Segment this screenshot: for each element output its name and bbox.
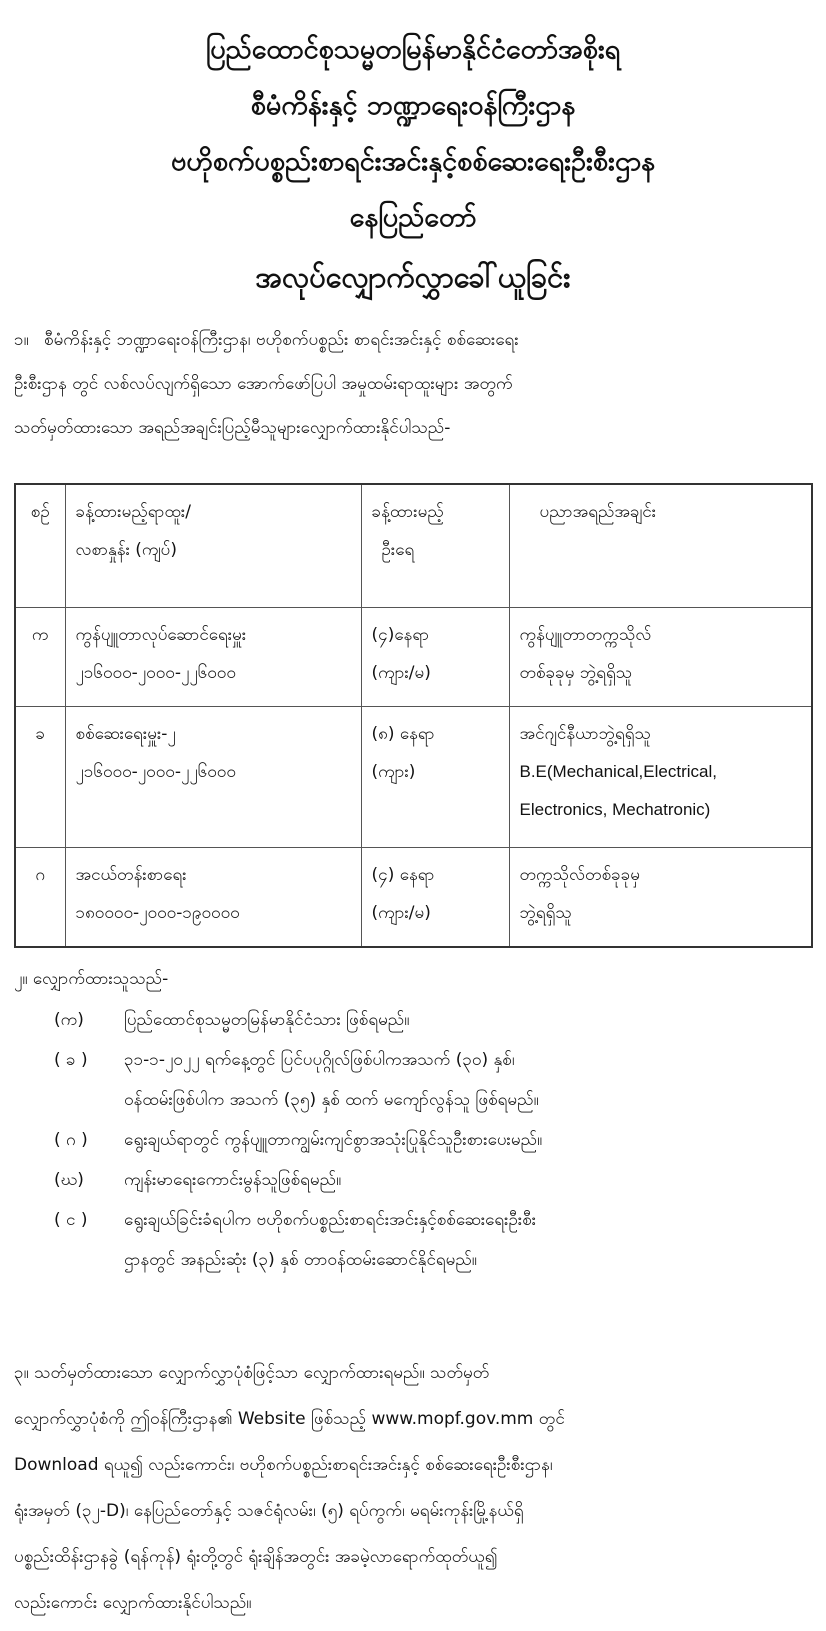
requirement-text: ကျန်းမာရေးကောင်းမွန်သူဖြစ်ရမည်။ bbox=[124, 1170, 342, 1190]
requirement-item bbox=[14, 1200, 814, 1280]
row-vacancy bbox=[361, 608, 509, 707]
instruction-line: ရုံးအမှတ် (၃၂-D)၊ နေပြည်တော်နှင့် သဇင်ရုံလမ်း၊ (၅) ရပ်ကွက်၊ မရမ်းကုန်းမြို့နယ်ရှိ bbox=[14, 1501, 524, 1521]
row-position bbox=[65, 847, 361, 947]
header-ministry: စီမံကိန်းနှင့် ဘဏ္ဍာရေးဝန်ကြီးဌာန bbox=[250, 90, 576, 121]
requirement-text: ရွေးချယ်ရာတွင် ကွန်ပျူတာကျွမ်းကျင်စွာအသုံးပြုနိုင်သူဦးစားပေးမည်။ bbox=[124, 1130, 543, 1150]
vacancy-gender: (ကျား) bbox=[371, 762, 416, 783]
header-position bbox=[65, 484, 361, 608]
row-qualification bbox=[509, 608, 812, 707]
vacancy-table bbox=[14, 483, 813, 948]
requirement-text: ၃၁-၁-၂၀၂၂ ရက်နေ့တွင် ပြင်ပပုဂ္ဂိုလ်ဖြစ်ပါကအသက် (၃၀) နှစ်၊ bbox=[124, 1050, 515, 1070]
table-header-row bbox=[15, 484, 812, 608]
table-row bbox=[15, 847, 812, 947]
instruction-line: ပစ္စည်းထိန်းဌာနခွဲ (ရန်ကုန်) ရုံးတို့တွင် ရုံးချိန်အတွင်း အခမဲ့လာရောက်ထုတ်ယူ၍ bbox=[14, 1547, 498, 1567]
position-title: စစ်ဆေးရေးမှူး-၂ bbox=[75, 724, 176, 745]
qualification-line: တက္ကသိုလ်တစ်ခုခုမှ bbox=[519, 864, 641, 885]
intro-line: သတ်မှတ်ထားသော အရည်အချင်းပြည့်မီသူများလျှောက်ထားနိုင်ပါသည်- bbox=[14, 418, 451, 438]
requirement-text: ရွေးချယ်ခြင်းခံရပါက ဗဟိုစက်ပစ္စည်းစာရင်းအင်းနှင့်စစ်ဆေးရေးဦးစီး bbox=[124, 1210, 537, 1230]
salary-scale: ၂၁၆၀၀၀-၂၀၀၀-၂၂၆၀၀၀ bbox=[75, 663, 236, 683]
vacancy-count: (၄) နေရာ bbox=[371, 864, 435, 885]
requirement-item bbox=[14, 1120, 814, 1160]
position-title: အငယ်တန်းစာရေး bbox=[75, 864, 187, 885]
qualification-line: အင်ဂျင်နီယာဘွဲ့ရရှိသူ bbox=[519, 724, 651, 745]
requirements-title: ၂။ လျှောက်ထားသူသည်- bbox=[14, 969, 169, 989]
qualification-line: ကွန်ပျူတာတက္ကသိုလ် bbox=[519, 625, 652, 645]
intro-line: ဦးစီးဌာန တွင် လစ်လပ်လျက်ရှိသော အောက်ဖော်ပြပါ အမှုထမ်းရာထူးများ အတွက် bbox=[14, 374, 513, 394]
qualification-line: Electronics, Mechatronic) bbox=[519, 800, 711, 820]
header-vacancy bbox=[361, 484, 509, 608]
requirements-section bbox=[14, 958, 814, 1280]
table-row bbox=[15, 707, 812, 847]
instruction-line: Download ရယူ၍ လည်းကောင်း၊ ဗဟိုစက်ပစ္စည်းစာရင်းအင်းနှင့် စစ်ဆေးရေးဦးစီးဌာန၊ bbox=[14, 1455, 553, 1475]
row-vacancy bbox=[361, 847, 509, 947]
instruction-line: လျှောက်လွှာပုံစံကို ဤဝန်ကြီးဌာန၏ Website ဖြစ်သည့် www.mopf.gov.mm တွင် bbox=[14, 1409, 565, 1429]
requirement-label: (ဃ) bbox=[54, 1170, 84, 1190]
header-vacancy-line2: ဦးရေ bbox=[381, 540, 415, 560]
header-city: နေပြည်တော် bbox=[349, 202, 477, 233]
salary-scale: ၂၁၆၀၀၀-၂၀၀၀-၂၂၆၀၀၀ bbox=[75, 762, 236, 783]
row-qualification bbox=[509, 847, 812, 947]
row-qualification bbox=[509, 707, 812, 847]
header-position-line1: ခန့်ထားမည့်ရာထူး/ bbox=[75, 502, 191, 522]
position-title: ကွန်ပျူတာလုပ်ဆောင်ရေးမှူး bbox=[75, 625, 247, 645]
requirement-text: ဌာနတွင် အနည်းဆုံး (၃) နှစ် တာဝန်ထမ်းဆောင်နိုင်ရမည်။ bbox=[124, 1250, 477, 1270]
row-no: ဂ bbox=[15, 847, 65, 947]
vacancy-count: (၄)နေရာ bbox=[371, 625, 430, 645]
requirement-item bbox=[14, 1040, 814, 1120]
qualification-line: B.E(Mechanical,Electrical, bbox=[519, 762, 717, 782]
intro-paragraph bbox=[14, 318, 814, 450]
header-position-line2: လစာနှုန်း (ကျပ်) bbox=[75, 540, 178, 560]
row-position bbox=[65, 707, 361, 847]
vacancy-count: (၈) နေရာ bbox=[371, 724, 435, 745]
instruction-line: လည်းကောင်း လျှောက်ထားနိုင်ပါသည်။ bbox=[14, 1593, 252, 1613]
announcement-header bbox=[0, 22, 826, 308]
header-no: စဉ် bbox=[15, 484, 65, 608]
requirement-label: ( ဂ ) bbox=[54, 1130, 88, 1150]
header-title: အလုပ်လျှောက်လွှာခေါ်ယူခြင်း bbox=[255, 260, 571, 294]
requirement-item bbox=[14, 1000, 814, 1040]
table-row bbox=[15, 608, 812, 707]
instruction-line: ၃။ သတ်မှတ်ထားသော လျှောက်လွှာပုံစံဖြင့်သာ လျှောက်ထားရမည်။ သတ်မှတ် bbox=[14, 1363, 490, 1383]
vacancy-gender: (ကျား/မ) bbox=[371, 663, 431, 683]
row-vacancy bbox=[361, 707, 509, 847]
header-qualification: ပညာအရည်အချင်း bbox=[509, 484, 812, 608]
application-instructions bbox=[14, 1350, 814, 1626]
header-vacancy-line1: ခန့်ထားမည့် bbox=[371, 502, 444, 522]
row-position bbox=[65, 608, 361, 707]
requirement-label: ( င ) bbox=[54, 1210, 88, 1230]
vacancy-gender: (ကျား/မ) bbox=[371, 902, 431, 923]
requirement-item bbox=[14, 1160, 814, 1200]
intro-line: စီမံကိန်းနှင့် ဘဏ္ဍာရေးဝန်ကြီးဌာန၊ ဗဟိုစက်ပစ္စည်း စာရင်းအင်းနှင့် စစ်ဆေးရေး bbox=[44, 330, 519, 350]
row-no: ခ bbox=[15, 707, 65, 847]
qualification-line: ဘွဲ့ရရှိသူ bbox=[519, 902, 572, 923]
row-no: က bbox=[15, 608, 65, 707]
header-government: ပြည်ထောင်စုသမ္မတမြန်မာနိုင်ငံတော်အစိုးရ bbox=[205, 34, 621, 65]
salary-scale: ၁၈၀၀၀၀-၂၀၀၀-၁၉၀၀၀၀ bbox=[75, 902, 240, 923]
requirement-label: ( ခ ) bbox=[54, 1050, 88, 1070]
header-department: ဗဟိုစက်ပစ္စည်းစာရင်းအင်းနှင့်စစ်ဆေးရေးဦးစီးဌာန bbox=[170, 146, 656, 177]
intro-number: ၁။ bbox=[14, 330, 29, 350]
requirement-text: ဝန်ထမ်းဖြစ်ပါက အသက် (၃၅) နှစ် ထက် မကျော်လွန်သူ ဖြစ်ရမည်။ bbox=[124, 1090, 539, 1110]
requirement-text: ပြည်ထောင်စုသမ္မတမြန်မာနိုင်ငံသား ဖြစ်ရမည်။ bbox=[124, 1010, 410, 1030]
requirement-label: (က) bbox=[54, 1010, 84, 1030]
qualification-line: တစ်ခုခုမှ ဘွဲ့ရရှိသူ bbox=[519, 663, 633, 683]
